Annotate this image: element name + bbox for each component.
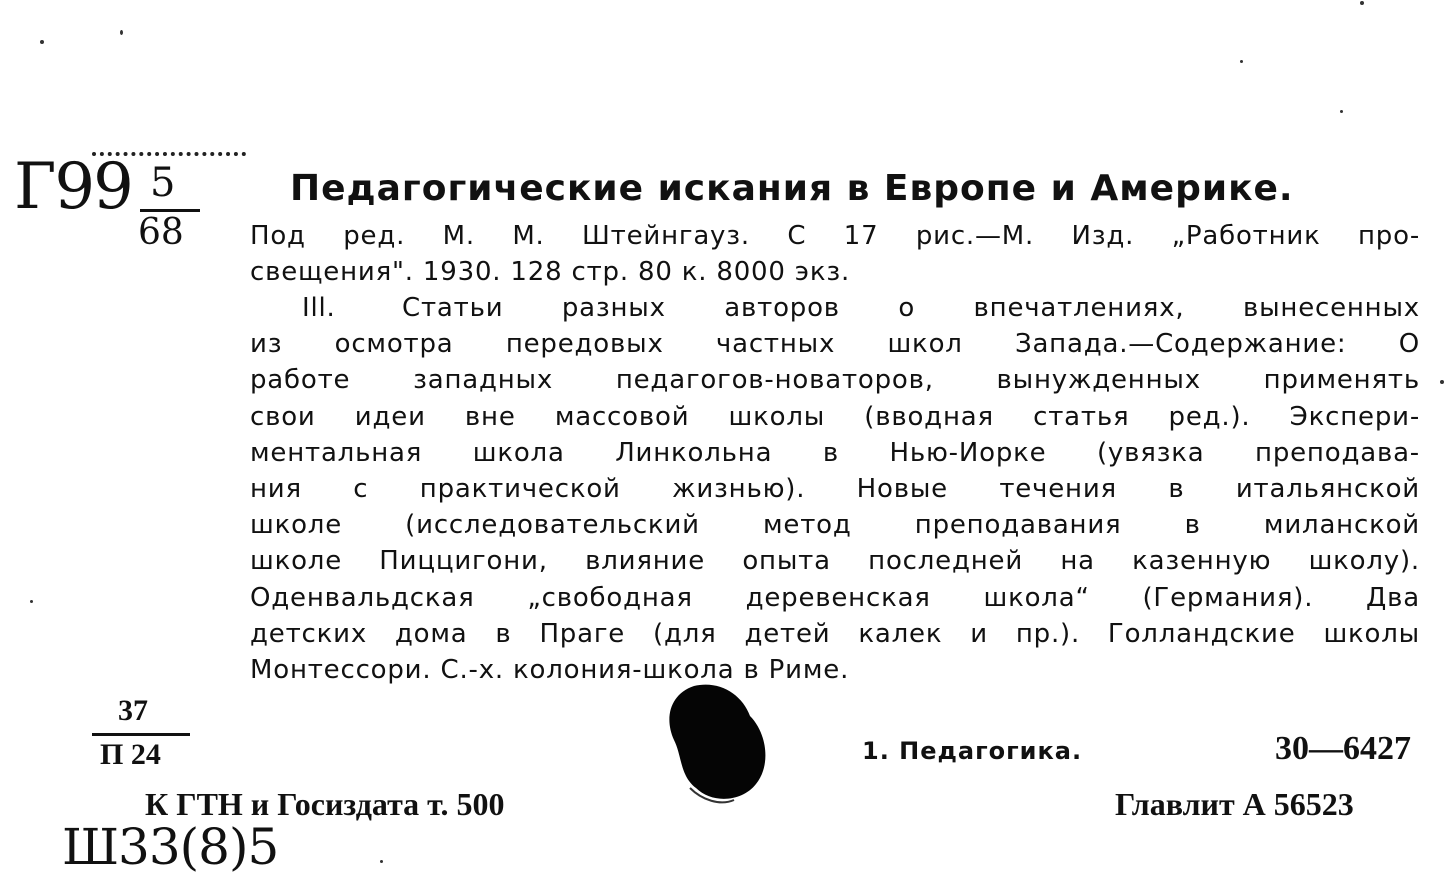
shelf-mark-numerator: 5 bbox=[150, 160, 176, 206]
noise-speck bbox=[40, 40, 44, 44]
annotation-line: ментальная школа Линкольна в Нью-Иорке (увязка преподава- bbox=[250, 437, 1420, 468]
annotation-line: Оденвальдская „свободная деревенская школа“ (Германия). Два bbox=[250, 582, 1420, 613]
censor-line: Главлит А 56523 bbox=[1115, 786, 1354, 822]
annotation-line: детских дома в Праге (для детей калек и пр.). Голландские школы bbox=[250, 618, 1420, 649]
noise-speck bbox=[30, 600, 33, 603]
annotation-line: свои идеи вне массовой школы (вводная статья ред.). Экспери- bbox=[250, 401, 1420, 432]
shelf-mark-denominator: 68 bbox=[138, 212, 184, 253]
subject-heading: 1. Педагогика. bbox=[862, 737, 1083, 765]
classification-bar bbox=[92, 733, 190, 736]
noise-speck bbox=[1340, 110, 1343, 113]
handwritten-code: Ш33(8)5 bbox=[62, 818, 279, 876]
imprint-line: Под ред. М. М. Штейнгауз. С 17 рис.—М. Изд. „Работник про- bbox=[250, 221, 1420, 251]
noise-speck bbox=[120, 30, 123, 35]
annotation-line bbox=[250, 290, 1420, 326]
book-title: Педагогические искания в Европе и Америке. bbox=[290, 168, 1294, 209]
annotation-line-text: Статьи разных авторов о впечатлениях, вынесенных bbox=[402, 293, 1420, 323]
annotation-label: Ill. bbox=[302, 293, 336, 323]
annotation-line: из осмотра передовых частных школ Запада.—Содержание: О bbox=[250, 329, 1420, 360]
annotation-line: школе (исследовательский метод преподавания в миланской bbox=[250, 510, 1420, 541]
noise-speck bbox=[1240, 60, 1243, 63]
shelf-mark: Г99 bbox=[14, 150, 132, 224]
classification-numerator: 37 bbox=[118, 694, 148, 727]
annotation-line: ния с практической жизнью). Новые течения в итальянской bbox=[250, 474, 1420, 505]
annotation-line: работе западных педагогов-новаторов, вынужденных применять bbox=[250, 365, 1420, 396]
noise-speck bbox=[1360, 1, 1364, 5]
noise-speck bbox=[380, 860, 383, 863]
imprint-line: свещения". 1930. 128 стр. 80 к. 8000 экз. bbox=[250, 257, 851, 288]
printer-line: К ГТН и Госиздата т. 500 bbox=[145, 786, 505, 822]
ink-blot bbox=[664, 680, 770, 804]
annotation-line: Монтессори. С.-х. колония-школа в Риме. bbox=[250, 655, 850, 686]
card-number: 30—6427 bbox=[1275, 730, 1411, 767]
noise-speck bbox=[1440, 380, 1444, 384]
annotation bbox=[250, 290, 1420, 688]
annotation-line: школе Пиццигони, влияние опыта последней на казенную школу). bbox=[250, 546, 1420, 577]
imprint bbox=[250, 218, 1420, 290]
classification-denominator: П 24 bbox=[100, 738, 161, 771]
